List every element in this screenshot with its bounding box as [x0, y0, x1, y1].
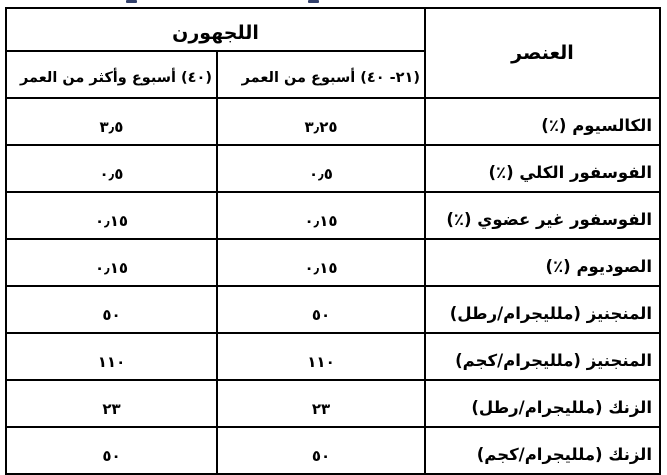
table-row: [6, 145, 660, 192]
value-cell: ٠٫١٥: [217, 192, 425, 239]
cropped-caption-fragment: [126, 0, 137, 3]
element-label: الزنك (ملليجرام/رطل): [425, 380, 660, 427]
table-row: [6, 192, 660, 239]
breed-group-header: اللجهورن: [6, 8, 425, 51]
value-cell: ٢٣: [6, 380, 217, 427]
element-label: الفوسفور الكلي (٪): [425, 145, 660, 192]
table-row: [6, 427, 660, 474]
element-label: الفوسفور غير عضوي (٪): [425, 192, 660, 239]
element-label: الصوديوم (٪): [425, 239, 660, 286]
value-cell: ٥٠: [6, 427, 217, 474]
value-cell: ٠٫١٥: [6, 192, 217, 239]
table-row: [6, 286, 660, 333]
table-row: [6, 333, 660, 380]
table-row: [6, 98, 660, 145]
value-cell: ٠٫٥: [6, 145, 217, 192]
value-cell: ٢٣: [217, 380, 425, 427]
element-label: المنجنيز (ملليجرام/كجم): [425, 333, 660, 380]
nutrient-requirements-table: [5, 7, 661, 475]
value-cell: ٣٫٥: [6, 98, 217, 145]
table-row: [6, 380, 660, 427]
element-label: الكالسيوم (٪): [425, 98, 660, 145]
value-cell: ١١٠: [217, 333, 425, 380]
column-header-age-21-40: (٢١- ٤٠) أسبوع من العمر: [217, 51, 425, 98]
element-label: الزنك (ملليجرام/كجم): [425, 427, 660, 474]
table-row: [6, 239, 660, 286]
header-row-1: [6, 8, 660, 51]
column-header-age-40-plus: (٤٠) أسبوع وأكثر من العمر: [6, 51, 217, 98]
value-cell: ٣٫٢٥: [217, 98, 425, 145]
element-label: المنجنيز (ملليجرام/رطل): [425, 286, 660, 333]
value-cell: ٥٠: [6, 286, 217, 333]
value-cell: ٥٠: [217, 427, 425, 474]
value-cell: ٥٠: [217, 286, 425, 333]
value-cell: ٠٫١٥: [6, 239, 217, 286]
value-cell: ١١٠: [6, 333, 217, 380]
element-column-header: العنصر: [425, 8, 660, 98]
cropped-caption-fragment: [308, 0, 319, 3]
value-cell: ٠٫١٥: [217, 239, 425, 286]
value-cell: ٠٫٥: [217, 145, 425, 192]
